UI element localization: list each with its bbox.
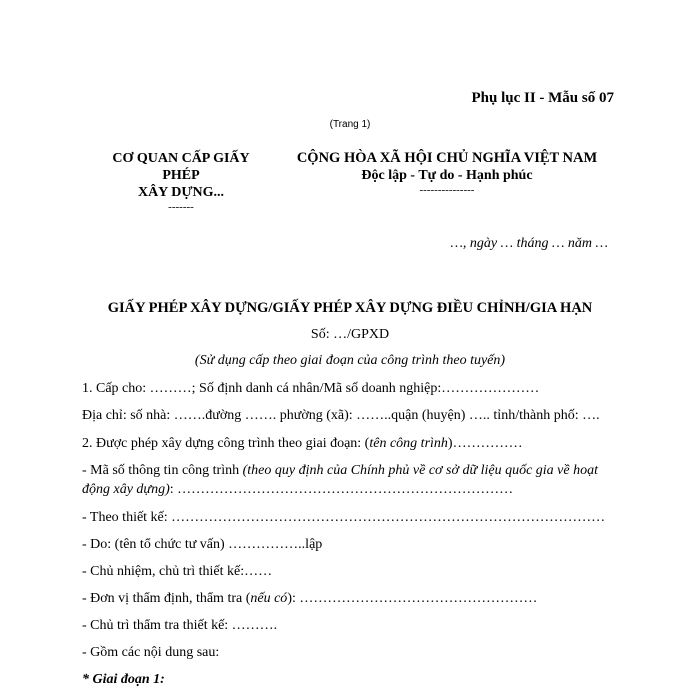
national-heading [282, 150, 612, 196]
appraisal-prefix: - Đơn vị thẩm định, thẩm tra ( [82, 591, 251, 606]
permit-line [82, 436, 523, 452]
address-line: Địa chỉ: số nhà: …….đường ……. phường (xã): ……..quận (huyện) ….. tỉnh/thành phố: …. [82, 408, 600, 423]
design-line: - Theo thiết kế: ………………………………………………………………………………… [82, 510, 606, 525]
consultant-line: - Do: (tên tổ chức tư vấn) ……………..lập [82, 537, 323, 552]
design-lead-line: - Chủ nhiệm, chủ trì thiết kế:…… [82, 564, 273, 579]
annex-label: Phụ lục II - Mẫu số 07 [471, 90, 614, 106]
appraisal-unit-line [82, 591, 537, 607]
nation-name: CỘNG HÒA XÃ HỘI CHỦ NGHĨA VIỆT NAM [296, 150, 598, 166]
appraisal-italic: nếu có [250, 591, 288, 606]
issuing-agency [96, 150, 266, 213]
agency-line2: XÂY DỰNG... [137, 185, 225, 200]
permit-line-italic: tên công trình [369, 436, 448, 451]
project-code-prefix: - Mã số thông tin công trình [82, 463, 243, 478]
recipient-line: 1. Cấp cho: ………; Số định danh cá nhân/Mã số doanh nghiệp:………………… [82, 381, 540, 396]
appraisal-suffix: ): …………………………………………… [287, 591, 538, 606]
contents-line: - Gồm các nội dung sau: [82, 645, 220, 660]
review-lead-line: - Chủ trì thẩm tra thiết kế: ………. [82, 618, 278, 633]
nation-divider: --------------- [419, 184, 475, 196]
date-line: …, ngày … tháng … năm … [450, 236, 608, 251]
document-title: GIẤY PHÉP XÂY DỰNG/GIẤY PHÉP XÂY DỰNG ĐIỀU CHỈNH/GIA HẠN [107, 300, 593, 316]
agency-line1: CƠ QUAN CẤP GIẤY PHÉP [112, 151, 250, 183]
agency-divider: ------- [168, 201, 194, 213]
document-number: Số: …/GPXD [310, 327, 390, 342]
usage-note: (Sử dụng cấp theo giai đoạn của công trình theo tuyến) [194, 353, 506, 368]
national-motto: Độc lập - Tự do - Hạnh phúc [361, 168, 533, 183]
permit-line-suffix: )…………… [447, 436, 523, 451]
page-number: (Trang 1) [329, 119, 371, 130]
project-code-suffix: : ……………………………………………………………… [169, 482, 514, 497]
project-code-italic: (theo quy định của Chính phủ về cơ sở dữ liệu quốc gia về hoạt động xây dựng) [82, 463, 599, 497]
permit-line-prefix: 2. Được phép xây dựng công trình theo giai đoạn: ( [82, 436, 370, 451]
stage-heading: * Giai đoạn 1: [82, 672, 165, 687]
project-code-line [82, 461, 612, 499]
